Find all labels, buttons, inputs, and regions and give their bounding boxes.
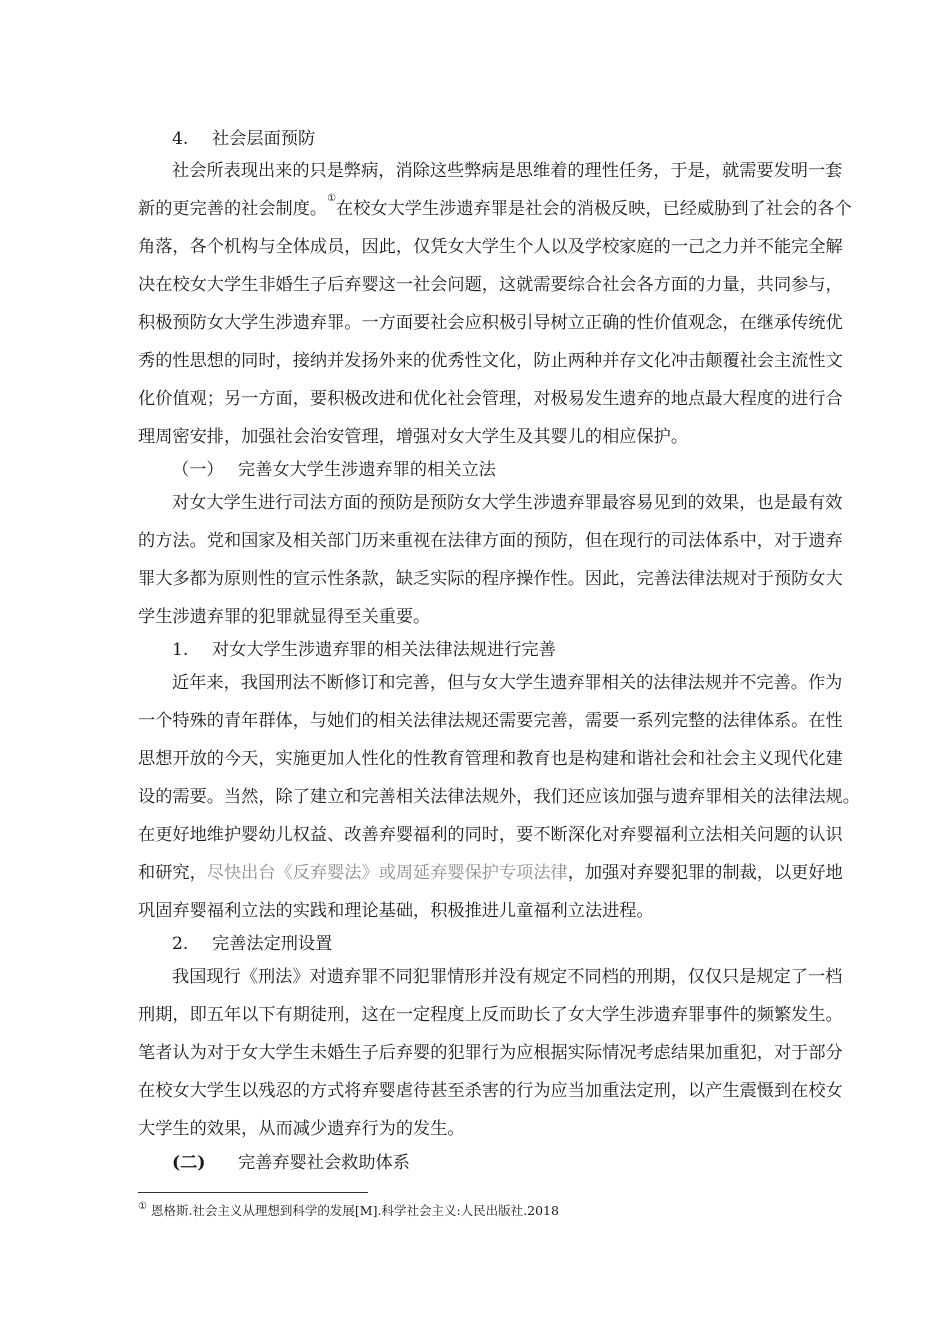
paragraph-line: 刑期，即五年以下有期徒刑，这在一定程度上反而助长了女大学生涉遗弃罪事件的频繁发生。 (138, 1005, 843, 1025)
paragraph-line: 化价值观；另一方面，要积极改进和优化社会管理，对极易发生遗弃的地点最大程度的进行合 (138, 389, 843, 409)
paragraph-line: 巩固弃婴福利立法的实践和理论基础，积极推进儿童福利立法进程。 (138, 901, 654, 921)
section-heading-two (172, 1149, 410, 1177)
paragraph-line: 理周密安排，加强社会治安管理，增强对女大学生及其婴儿的相应保护。 (138, 427, 689, 447)
footnote (138, 1203, 559, 1219)
highlighted-text: 尽快出台《反弃婴法》或周延弃婴保护专项法律 (206, 863, 568, 883)
heading-number: 2. (172, 934, 189, 954)
paragraph-line: 设的需要。当然，除了建立和完善相关法律法规外，我们还应该加强与遗弃罪相关的法律法规。 (138, 787, 860, 807)
paragraph-line (138, 193, 852, 223)
paragraph-line: 我国现行《刑法》对遗弃罪不同犯罪情形并没有规定不同档的刑期，仅仅只是规定了一档 (172, 967, 843, 987)
paragraph-line: 思想开放的今天，实施更加人性化的性教育管理和教育也是构建和谐社会和社会主义现代化建 (138, 749, 843, 769)
heading-number: （一） (172, 460, 224, 480)
paragraph-line: 笔者认为对于女大学生未婚生子后弃婴的犯罪行为应根据实际情况考虑结果加重犯，对于部分 (138, 1043, 843, 1063)
heading-title: 完善弃婴社会救助体系 (238, 1153, 410, 1173)
paragraph-line: 的方法。党和国家及相关部门历来重视在法律方面的预防，但在现行的司法体系中，对于遗弃 (138, 531, 843, 551)
paragraph-line: 近年来，我国刑法不断修订和完善，但与女大学生遗弃罪相关的法律法规并不完善。作为 (172, 673, 843, 693)
text-span: 新的更完善的社会制度。 (138, 199, 328, 219)
footnote-marker: ① (138, 1201, 147, 1212)
heading-title: 社会层面预防 (212, 129, 316, 149)
paragraph-line: 罪大多都为原则性的宣示性条款，缺乏实际的程序操作性。因此，完善法律法规对于预防女大 (138, 569, 843, 589)
section-heading-4 (172, 125, 315, 153)
heading-number: 1. (172, 640, 189, 660)
paragraph-line: 学生涉遗弃罪的犯罪就显得至关重要。 (138, 607, 431, 627)
footnote-divider (138, 1192, 368, 1193)
paragraph-line: 大学生的效果，从而减少遗弃行为的发生。 (138, 1119, 465, 1139)
heading-title: 对女大学生涉遗弃罪的相关法律法规进行完善 (212, 640, 556, 660)
section-heading-one (172, 456, 496, 484)
heading-number: 4. (172, 129, 189, 149)
text-span: 和研究， (138, 863, 207, 883)
paragraph-line: 秀的性思想的同时，接纳并发扬外来的优秀性文化，防止两种并存文化冲击颠覆社会主流性文 (138, 351, 843, 371)
paragraph-line: 对女大学生进行司法方面的预防是预防女大学生涉遗弃罪最容易见到的效果，也是最有效 (172, 493, 843, 513)
paragraph-line: 在更好地维护婴幼儿权益、改善弃婴福利的同时，要不断深化对弃婴福利立法相关问题的认识 (138, 825, 843, 845)
section-heading-2 (172, 930, 332, 958)
paragraph-line (138, 859, 843, 887)
section-heading-1 (172, 636, 556, 664)
paragraph-line: 社会所表现出来的只是弊病，消除这些弊病是思维着的理性任务，于是，就需要发明一套 (172, 161, 843, 181)
heading-title: 完善女大学生涉遗弃罪的相关立法 (238, 460, 496, 480)
paragraph-line: 积极预防女大学生涉遗弃罪。一方面要社会应积极引导树立正确的性价值观念，在继承传统优 (138, 313, 843, 333)
text-span: ，加强对弃婴犯罪的制裁，以更好地 (567, 863, 843, 883)
paragraph-line: 在校女大学生以残忍的方式将弃婴虐待甚至杀害的行为应当加重法定刑，以产生震慑到在校女 (138, 1081, 843, 1101)
text-span: 在校女大学生涉遗弃罪是社会的消极反映，已经威胁到了社会的各个 (336, 199, 852, 219)
heading-number: (二) (172, 1153, 206, 1173)
paragraph-line: 决在校女大学生非婚生子后弃婴这一社会问题，这就需要综合社会各方面的力量，共同参与， (138, 275, 843, 295)
footnote-text: 恩格斯.社会主义从理想到科学的发展[M].科学社会主义:人民出版社.2018 (150, 1203, 559, 1218)
heading-title: 完善法定刑设置 (212, 934, 333, 954)
paragraph-line: 一个特殊的青年群体，与她们的相关法律法规还需要完善，需要一系列完整的法律体系。在性 (138, 711, 843, 731)
paragraph-line: 角落，各个机构与全体成员，因此，仅凭女大学生个人以及学校家庭的一己之力并不能完全解 (138, 237, 843, 257)
footnote-ref[interactable]: ① (327, 193, 337, 204)
